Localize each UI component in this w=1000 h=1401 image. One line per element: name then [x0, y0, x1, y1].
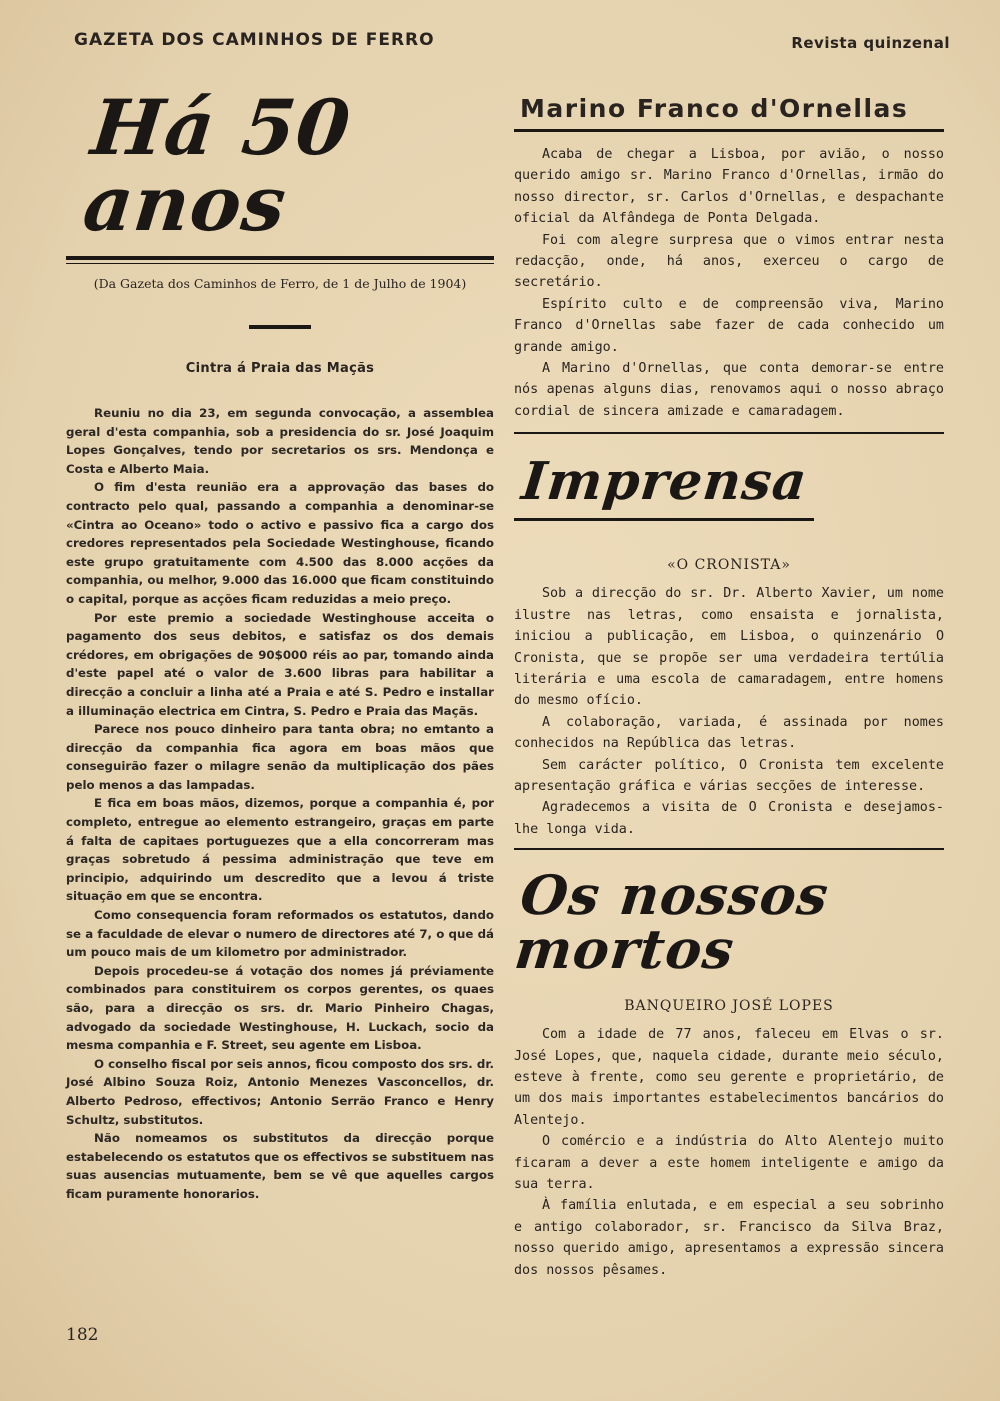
short-divider: [249, 325, 311, 329]
paragraph: Parece nos pouco dinheiro para tanta obra; no emtanto a direcção da companhia fica agora em boas mãos que conseguirão fazer o milagre senão da multiplicação dos pães pelo menos a das lampadas.: [66, 722, 494, 792]
page-number: 182: [66, 1325, 99, 1345]
paragraph: E fica em boas mãos, dizemos, porque a companhia é, por completo, entregue ao elemento estrangeiro, graças em parte á falta de capitaes portuguezes que a ella concorreram mas graças sobretudo á pessima administração que teve em principio, adquirindo um descredito que a levou á triste situação em que se encontra.: [66, 796, 494, 904]
paragraph: Não nomeamos os substitutos da direcção porque estabelecendo os estatutos que os effectivos se substituem nas suas ausencias mutuamente, bem se vê que aquelles cargos ficam puramente honorarios.: [66, 1131, 494, 1201]
running-head-subtitle: Revista quinzenal: [791, 34, 950, 52]
paragraph: A colaboração, variada, é assinada por nomes conhecidos na República das letras.: [514, 714, 944, 752]
imprensa-article: [514, 583, 944, 840]
section-title-os-nossos-mortos: Os nossos mortos: [511, 863, 832, 982]
paragraph: À família enlutada, e em especial a seu sobrinho e antigo colaborador, sr. Francisco da Silva Braz, nosso querido amigo, apresentamos a expressão sincera dos nossos pêsames.: [514, 1198, 944, 1278]
section-title-ha-50-anos: Há 50 anos: [79, 83, 356, 248]
paragraph: O comércio e a indústria do Alto Alentejo muito ficaram a dever a este homem inteligente e amigo da sua terra.: [514, 1134, 944, 1192]
paragraph: Sob a direcção do sr. Dr. Alberto Xavier, um nome ilustre nas letras, como ensaista e jornalista, iniciou a publicação, em Lisboa, o quinzenário O Cronista, que se propõe ser uma verdadeira tertúlia literária e uma escola de camaradagem, entre homens do mesmo ofício.: [514, 586, 944, 709]
paragraph: O fim d'esta reunião era a approvação das bases do contracto pelo qual, passando a companhia a denominar-se «Cintra ao Oceano» todo o activo e passivo fica a cargo dos credores representados pela Sociedade Westinghouse, ficando este grupo gratuitamente com 4.500 das 8.000 acções da companhia, ou melhor, 9.000 das 16.000 que ficam constituindo o capital, porque as acções ficam reduzidas a meio preço.: [66, 480, 494, 606]
paragraph: Com a idade de 77 anos, faleceu em Elvas o sr. José Lopes, que, naquela cidade, durante meio século, esteve à frente, como seu gerente e proprietário, de um dos mais importantes estabelecimentos bancários do Alentejo.: [514, 1027, 944, 1128]
mortos-subtitle: BANQUEIRO JOSÉ LOPES: [624, 998, 834, 1015]
paragraph: Agradecemos a visita de O Cronista e desejamos-lhe longa vida.: [514, 800, 944, 837]
mortos-article: [514, 1024, 944, 1281]
paragraph: Espírito culto e de compreensão viva, Marino Franco d'Ornellas sabe fazer de cada conhecido um grande amigo.: [514, 296, 944, 355]
section-title-imprensa: Imprensa: [518, 451, 811, 513]
marino-article: [514, 144, 944, 422]
paragraph: Sem carácter político, O Cronista tem excelente apresentação gráfica e várias secções de interesse.: [514, 757, 944, 794]
marino-title-rule: [514, 129, 944, 132]
section-divider: [514, 848, 944, 850]
article-body: [66, 404, 494, 1204]
paragraph: Acaba de chegar a Lisboa, por avião, o nosso querido amigo sr. Marino Franco d'Ornellas, irmão do nosso director, sr. Carlos d'Ornellas, e despachante oficial da Alfândega de Ponta Delgada.: [514, 147, 944, 227]
paragraph: Por este premio a sociedade Westinghouse acceita o pagamento dos seus debitos, e satisfaz os dos demais crédores, em obrigações de 90$000 réis ao par, tomando ainda d'este papel até o valor de 3.600 libras para habilitar a direcção a concluir a linha até a Praia e até S. Pedro e installar a illuminação electrica em Cintra, S. Pedro e Praia das Maçãs.: [66, 610, 494, 718]
section-title-marino: Marino Franco d'Ornellas: [520, 94, 909, 123]
paragraph: Como consequencia foram reformados os estatutos, dando se a faculdade de elevar o numero de directores até 7, o que dá um pouco mais de um kilometro por administrador.: [66, 908, 494, 960]
paragraph: Foi com alegre surpresa que o vimos entrar nesta redacção, onde, há anos, exerceu o cargo de secretário.: [514, 232, 944, 291]
title-rule: [66, 256, 494, 264]
paragraph: A Marino d'Ornellas, que conta demorar-se entre nós apenas alguns dias, renovamos aqui o nosso abraço cordial de sincera amizade e camaradagem.: [514, 361, 944, 419]
article-subtitle: Cintra á Praia das Maçãs: [185, 361, 375, 376]
paragraph: Reuniu no dia 23, em segunda convocação, a assemblea geral d'esta companhia, sob a presidencia do sr. José Joaquim Lopes Gonçalves, tendo por secretarios os srs. Mendonça e Costa e Alberto Maia.: [66, 406, 494, 476]
running-head-title: GAZETA DOS CAMINHOS DE FERRO: [74, 30, 435, 50]
paragraph: O conselho fiscal por seis annos, ficou composto dos srs. dr. José Albino Souza Roiz, Antonio Menezes Vasconcellos, dr. Alberto Pedroso, effectivos; Antonio Serrão Franco e Henry Schultz, substitutos.: [66, 1056, 494, 1127]
source-citation: (Da Gazeta dos Caminhos de Ferro, de 1 de Julho de 1904): [93, 276, 467, 291]
imprensa-subtitle: «O CRONISTA»: [667, 557, 791, 574]
imprensa-underline: [514, 518, 814, 521]
right-column: [511, 80, 944, 1281]
left-column: [66, 80, 494, 1204]
section-divider: [514, 432, 944, 434]
paragraph: Depois procedeu-se á votação dos nomes já préviamente combinados para constituirem os corpos gerentes, os quaes são, para a direcção os srs. dr. Mario Pinheiro Chagas, advogado da sociedade Westinghouse, H. Luckach, socio da mesma companhia e F. Street, seu agente em Lisboa.: [66, 963, 494, 1053]
